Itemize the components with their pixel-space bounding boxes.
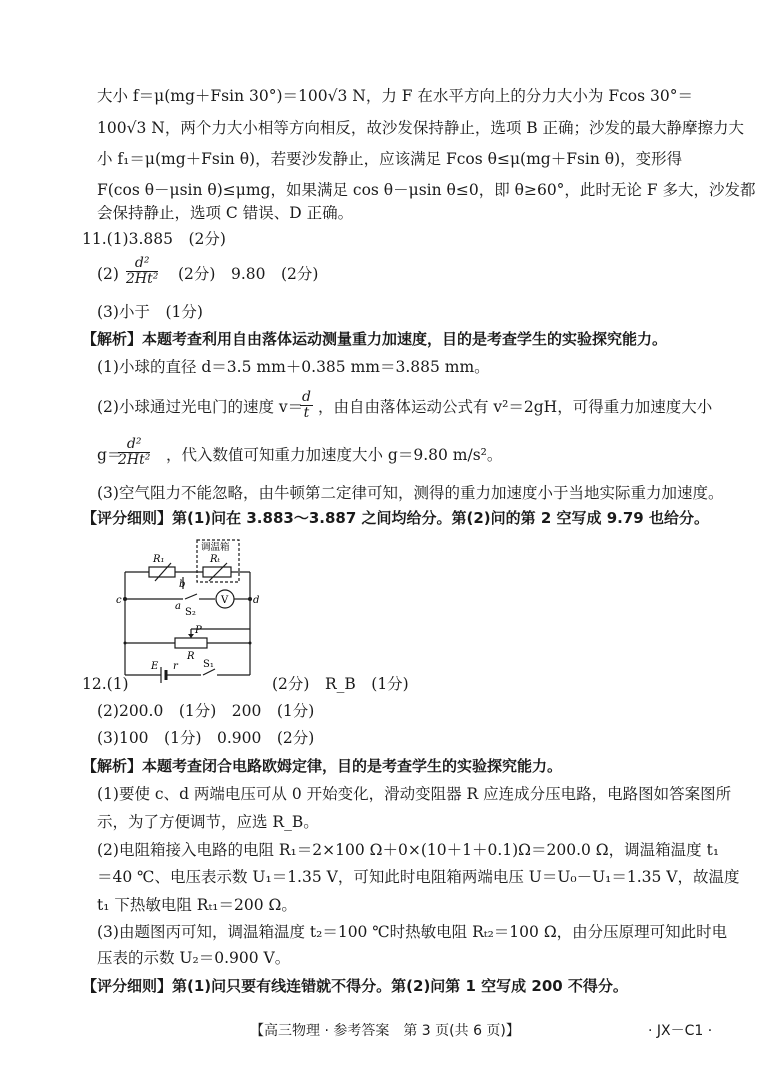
- q12-solution-2b: ＝40 ℃、电压表示数 U₁＝1.35 V，可知此时电阻箱两端电压 U＝U₀－U₁＝1.35 V，故温度: [97, 868, 740, 886]
- q11-solution-3: (3)空气阻力不能忽略，由牛顿第二定律可知，测得的重力加速度小于当地实际重力加速度。: [97, 484, 724, 502]
- rheostat-r-label: R: [187, 651, 195, 662]
- slider-p-label: P: [195, 625, 202, 636]
- r1-label: R₁: [153, 554, 165, 565]
- node-b-label: b: [179, 579, 186, 590]
- q12-solution-1b: 示，为了方便调节，应选 R_B。: [97, 813, 319, 831]
- switch-s2-label: S₂: [185, 607, 196, 618]
- q12-grading-rule: 【评分细则】第(1)问只要有线连错就不得分。第(2)问第 1 空写成 200 不得分。: [82, 977, 628, 995]
- intro-line-5: 会保持静止，选项 C 错误、D 正确。: [97, 204, 354, 222]
- q12-answer-1-no: 12.(1): [82, 675, 129, 693]
- q12-solution-3a: (3)由题图丙可知，调温箱温度 t₂＝100 ℃时热敏电阻 Rₜ₂＝100 Ω，由分压原理可知此时电: [97, 923, 728, 941]
- q12-answer-2: (2)200.0 (1分) 200 (1分): [97, 702, 315, 720]
- internal-r-label: r: [173, 661, 178, 672]
- intro-line-2: 100√3 N，两个力大小相等方向相反，故沙发保持静止，选项 B 正确；沙发的最大静摩擦力大: [97, 119, 745, 137]
- switch-s1-label: S₁: [203, 659, 214, 670]
- fraction-numerator: d: [302, 389, 311, 405]
- q11-solution-2c-b: ，代入数值可知重力加速度大小 g＝9.80 m/s²。: [166, 446, 503, 464]
- node-a-label: a: [175, 601, 181, 612]
- fraction-denominator: 2Ht²: [126, 271, 159, 287]
- node-c-label: c: [116, 595, 122, 606]
- intro-line-3: 小 f₁＝μ(mg＋Fsin θ)，若要沙发静止，应该满足 Fcos θ≤μ(mg＋Fsin θ)，变形得: [97, 150, 683, 168]
- q11-analysis-heading: 【解析】本题考查利用自由落体运动测量重力加速度，目的是考查学生的实验探究能力。: [82, 330, 668, 348]
- emf-e-label: E: [151, 661, 159, 672]
- q11-answer-2-prefix: (2): [97, 265, 119, 283]
- page-footer: 【高三物理 · 参考答案 第 3 页(共 6 页)】: [250, 1023, 520, 1039]
- fraction-denominator: t: [303, 405, 310, 421]
- q11-solution-2b: ，由自由落体运动公式有 v²＝2gH，可得重力加速度大小: [318, 398, 713, 416]
- voltmeter-label: V: [221, 595, 229, 606]
- box-label: 调温箱: [201, 542, 230, 553]
- q11-answer-2-rest: (2分) 9.80 (2分): [178, 265, 319, 283]
- q11-answer-3: (3)小于 (1分): [97, 303, 203, 321]
- intro-line-4: F(cos θ－μsin θ)≤μmg，如果满足 cos θ－μsin θ≤0，即 θ≥60°，此时无论 F 多大，沙发都: [97, 181, 756, 199]
- q11-solution-2c-a: g＝: [97, 446, 123, 464]
- q12-answer-3: (3)100 (1分) 0.900 (2分): [97, 729, 315, 747]
- q12-analysis-heading: 【解析】本题考查闭合电路欧姆定律，目的是考查学生的实验探究能力。: [82, 757, 563, 775]
- q12-solution-2c: t₁ 下热敏电阻 Rₜ₁＝200 Ω。: [97, 896, 297, 914]
- intro-line-1: 大小 f＝μ(mg＋Fsin 30°)＝100√3 N，力 F 在水平方向上的分力大小为 Fcos 30°＝: [97, 87, 693, 105]
- q12-answer-1-rest: (2分) R_B (1分): [272, 675, 409, 693]
- node-d-label: d: [253, 595, 260, 606]
- q11-solution-1: (1)小球的直径 d＝3.5 mm＋0.385 mm＝3.885 mm。: [97, 358, 490, 376]
- q12-solution-1a: (1)要使 c、d 两端电压可从 0 开始变化，滑动变阻器 R 应连成分压电路，电路图如答案图所: [97, 785, 732, 803]
- q11-solution-2a: (2)小球通过光电门的速度 v＝: [97, 398, 304, 416]
- q12-solution-2a: (2)电阻箱接入电路的电阻 R₁＝2×100 Ω＋0×(10＋1＋0.1)Ω＝200.0 Ω，调温箱温度 t₁: [97, 841, 720, 859]
- fraction-numerator: d²: [126, 256, 158, 272]
- fraction-denominator: 2Ht²: [118, 452, 151, 468]
- q11-answer-1: 11.(1)3.885 (2分): [82, 230, 226, 248]
- q12-solution-3b: 压表的示数 U₂＝0.900 V。: [97, 949, 291, 967]
- rt-label: Rₜ: [210, 554, 220, 565]
- q11-solution-2c-fraction: [118, 437, 150, 468]
- q11-answer-2-fraction: [126, 256, 158, 287]
- q11-solution-2-fraction: [300, 390, 313, 421]
- q11-grading-rule: 【评分细则】第(1)问在 3.883～3.887 之间均给分。第(2)问的第 2 空写成 9.79 也给分。: [82, 509, 709, 527]
- fraction-numerator: d²: [118, 437, 150, 453]
- circuit-diagram: [115, 537, 260, 687]
- page-code: · JX－C1 ·: [648, 1023, 713, 1039]
